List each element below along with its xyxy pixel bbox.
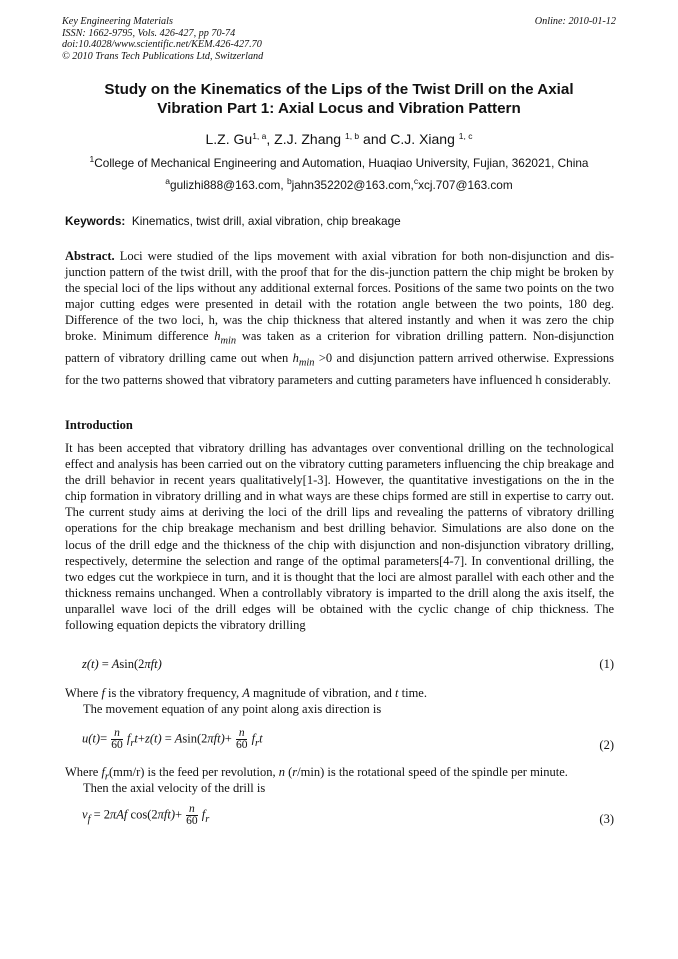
journal-name: Key Engineering Materials bbox=[62, 16, 173, 27]
introduction-paragraph: It has been accepted that vibratory drilling has advantages over conventional drilling on the technological effect and analysis has been carried out on the vibratory cutting parameters influencing the chip breakage and the drill behavior in recent years qualitatively[1-3]. However, the quantitative investigations on the in the chip formation in vibratory drilling and in what ways are these chips formed are still in expertise to carry out. The current study aims at deriving the loci of the drill lips and revealing the patterns of vibratory drilling operations for the chip breakage mechanism and best drilling behavior. Simulations are also done on the locus of the drill edge and the thickness of the chip with disjunction and non-disjunction vibratory drilling, respectively, determine the selection and range of the optimal parameters[4-7]. In conventional drilling, the two edges cut the workpiece in turn, and it is thought that the loci are almost parallel with each other and the thickness remains unchanged. When a controllably vibratory is imparted to the drill along the axis itself, the unparallel wave loci of the drill edges will be obtained with the cyclic change of chip thickness. The following equation depicts the vibratory drilling bbox=[65, 441, 614, 633]
equation-1 bbox=[82, 657, 614, 679]
section-heading-introduction: Introduction bbox=[65, 418, 133, 432]
author-2-sup: 1, b bbox=[344, 131, 360, 141]
where-line-1: Where f is the vibratory frequency, A magnitude of vibration, and t time. bbox=[65, 686, 427, 700]
author-2: Z.J. Zhang bbox=[274, 131, 342, 147]
hmin-symbol-2: h bbox=[292, 351, 299, 366]
keywords-label: Keywords: bbox=[65, 214, 126, 228]
equation-2-number: (2) bbox=[599, 738, 614, 752]
author-list: L.Z. Gu$^{1, a}$, Z.J. Zhang $^{1, b}$ and C.J. Xiang $^{1, c}$ bbox=[205, 131, 473, 147]
issn: ISSN: 1662-9795, Vols. 426-427, pp 70-74 bbox=[62, 27, 236, 39]
abstract bbox=[65, 248, 614, 388]
copyright: © 2010 Trans Tech Publications Ltd, Switzerland bbox=[62, 50, 264, 62]
email-c[interactable]: xcj.707@163.com bbox=[418, 178, 513, 192]
title-line-2: Vibration Part 1: Axial Locus and Vibration Pattern bbox=[157, 100, 521, 117]
email-b[interactable]: jahn352202@163.com, bbox=[291, 178, 414, 192]
keywords-text: Kinematics, twist drill, axial vibration, chip breakage bbox=[131, 214, 401, 228]
abstract-text-2: was taken as a criterion for vibration drilling pattern. Non-disjunction pattern of vibratory drilling came out when bbox=[65, 329, 614, 366]
equation-3-number: (3) bbox=[599, 812, 614, 826]
email-list bbox=[62, 178, 616, 193]
author-and: and bbox=[363, 131, 387, 147]
hmin-symbol: h bbox=[214, 329, 221, 344]
affiliation-sup: 1 bbox=[89, 154, 95, 164]
equation-1-number: (1) bbox=[599, 657, 614, 671]
hmin-subscript-2: min bbox=[298, 357, 315, 369]
axial-velocity-text: Then the axial velocity of the drill is bbox=[83, 781, 266, 795]
abstract-label: Abstract. bbox=[65, 249, 115, 263]
equation-1-expression: z(t) = Asin(2πft) bbox=[82, 657, 162, 671]
equation-3-expression: $v_f = 2\pi Af$ cos(2πft)+ $\frac{n}{60}$ $f_r$ bbox=[82, 803, 210, 827]
equation-2 bbox=[82, 726, 614, 760]
email-sup-b: b bbox=[286, 176, 292, 186]
title-line-1: Study on the Kinematics of the Lips of the Twist Drill on the Axial bbox=[104, 81, 574, 98]
keywords bbox=[65, 214, 616, 229]
email-sup-a: a bbox=[165, 176, 171, 186]
doi: doi:10.4028/www.scientific.net/KEM.426-427.70 bbox=[62, 39, 262, 51]
online-date: Online: 2010-01-12 bbox=[534, 16, 616, 27]
email-sup-c: c bbox=[413, 176, 419, 186]
author-1: L.Z. Gu bbox=[205, 131, 253, 147]
author-3-sup: 1, c bbox=[458, 131, 473, 141]
movement-text: The movement equation of any point along axis direction is bbox=[83, 702, 382, 716]
affiliation bbox=[62, 156, 616, 171]
hmin-subscript: min bbox=[220, 335, 237, 347]
abstract-text-1: Loci were studied of the lips movement with axial vibration for both non-disjunction and dis-junction pattern of the twist drill, with the proof that for the dis-junction pattern the chip might be broken by the special loci of the lips without any additional external forces. Positions of the same two points on the two major cutting edges were presented in detail with the rotation angle between the two points, 180 deg. Difference of the two loci, h, was the chip thickness that altered instantly and when it was zero the chip broke. Minimum difference bbox=[65, 249, 614, 344]
equation-2-expression: u(t)= $\frac{n}{60}$ $f_rt+z(t) = Asin(2\pi ft)+$ $\frac{n}{60}$ $f_rt$ bbox=[82, 727, 263, 751]
email-a[interactable]: gulizhi888@163.com, bbox=[170, 178, 284, 192]
affiliation-text: College of Mechanical Engineering and Automation, Huaqiao University, Fujian, 362021, China bbox=[94, 156, 589, 170]
journal-header bbox=[62, 16, 616, 62]
author-1-sup: 1, a bbox=[252, 131, 267, 141]
paper-title bbox=[62, 80, 616, 118]
equation-3 bbox=[82, 802, 614, 836]
where-line-2: Where $f_r(mm/r)$ is the feed per revolution, n (r/min) is the rotational speed of the spindle per minute. bbox=[65, 765, 568, 783]
author-3: C.J. Xiang bbox=[390, 131, 455, 147]
abstract-text-3: >0 and disjunction pattern arrived otherwise. Expressions for the two patterns showed that vibratory parameters and cutting parameters have influenced h considerably. bbox=[65, 351, 615, 387]
